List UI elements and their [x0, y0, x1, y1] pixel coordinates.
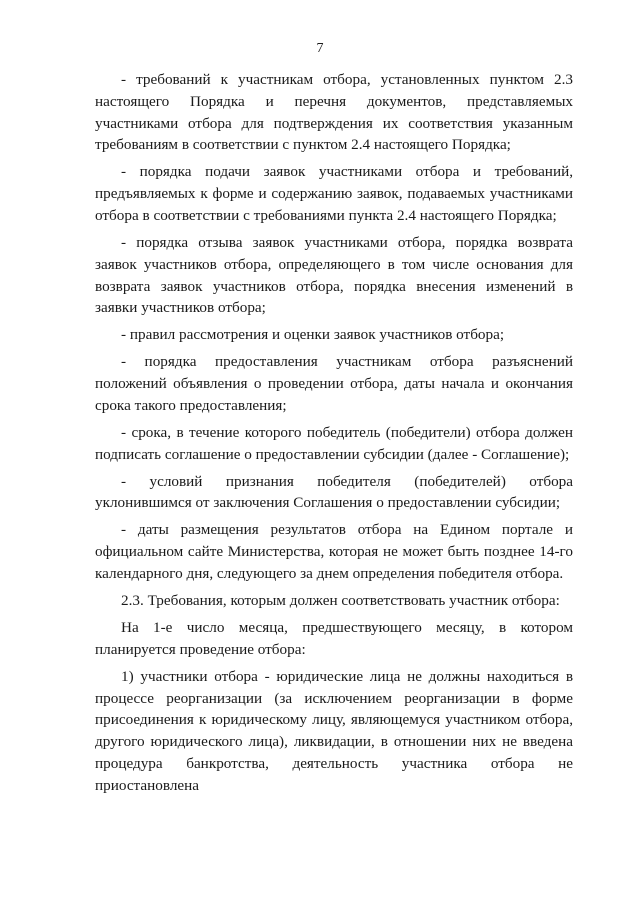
paragraph-reference-date: На 1-е число месяца, предшествующего месяцу, в котором планируется проведение отбора:: [95, 619, 573, 658]
paragraph-results-publication: - даты размещения результатов отбора на Едином портале и официальном сайте Министерства, которая не может быть позднее 14-го календарного дня, следующего за днем определения победителя отбора.: [95, 521, 573, 583]
paragraph-evasion-conditions: - условий признания победителя (победителей) отбора уклонившимся от заключения Соглашения о предоставлении субсидии;: [95, 472, 573, 512]
paragraph-review-rules: - правил рассмотрения и оценки заявок участников отбора;: [121, 326, 505, 344]
paragraph-application-procedure: - порядка подачи заявок участниками отбора и требований, предъявляемых к форме и содержанию заявок, подаваемых участниками отбора в соответствии с требованиями пункта 2.4 настоящего Порядка;: [95, 163, 573, 224]
document-body: [95, 69, 573, 802]
page-number: 7: [316, 41, 324, 56]
paragraph-requirements-list: - требований к участникам отбора, установленных пунктом 2.3 настоящего Порядка и перечня документов, представляемых участниками отбора для подтверждения их соответствия указанным требованиям в соответствии с пунктом 2.4 настоящего Порядка;: [95, 71, 573, 154]
section-heading-2-3: 2.3. Требования, которым должен соответствовать участник отбора:: [121, 592, 560, 610]
paragraph-requirement-1: 1) участники отбора - юридические лица не должны находиться в процессе реорганизации (за исключением реорганизации в форме присоединения к юридическому лицу, являющемуся участником отбора, другого юридического лица), ликвидации, в отношении них не введена процедура банкротства, деятельность участника отбора не приостановлена: [95, 667, 573, 794]
paragraph-withdrawal-procedure: - порядка отзыва заявок участниками отбора, порядка возврата заявок участников отбора, определяющего в том числе основания для возврата заявок участников отбора, порядка внесения изменений в заявки участников отбора;: [95, 233, 573, 317]
paragraph-agreement-deadline: - срока, в течение которого победитель (победители) отбора должен подписать соглашение о предоставлении субсидии (далее - Соглашение);: [95, 423, 573, 463]
paragraph-clarification-procedure: - порядка предоставления участникам отбора разъяснений положений объявления о проведении отбора, даты начала и окончания срока такого предоставления;: [95, 353, 573, 414]
